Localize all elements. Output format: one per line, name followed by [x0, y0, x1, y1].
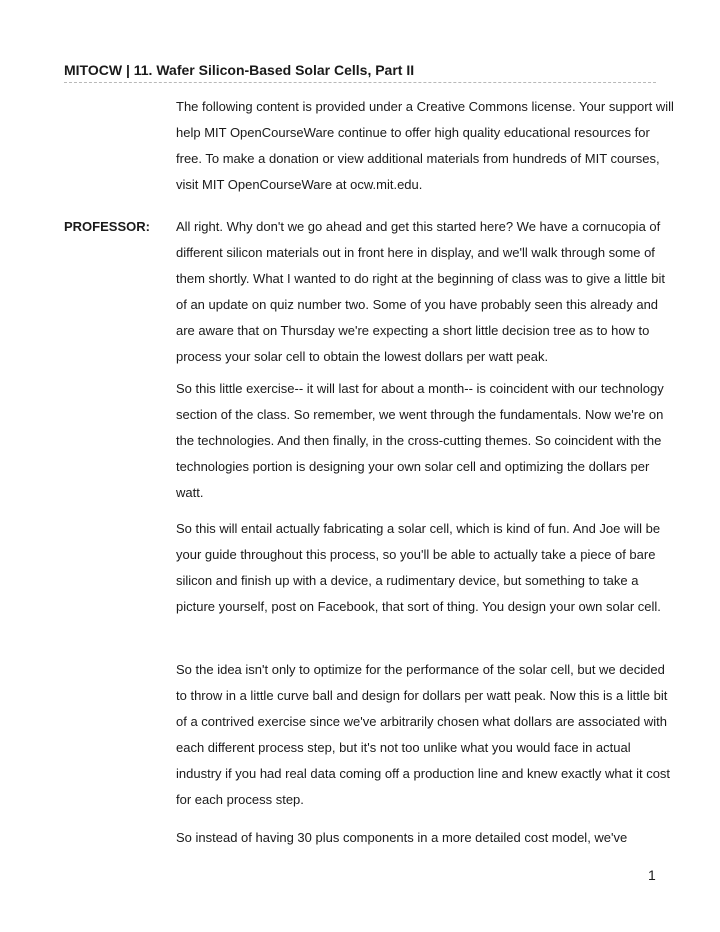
page-number: 1	[648, 867, 656, 883]
transcript-paragraph: All right. Why don't we go ahead and get this started here? We have a cornucopia of different silicon materials out in front here in display, and we'll walk through some of them shortly. What I wanted to do right at the beginning of class was to give a little bit of an update on quiz number two. Some of you have probably seen this already and are aware that on Thursday we're expecting a short little decision tree as to how to process your solar cell to obtain the lowest dollars per watt peak.	[176, 219, 665, 364]
transcript-paragraph: So instead of having 30 plus components in a more detailed cost model, we've	[176, 830, 628, 845]
transcript-paragraph: So this little exercise-- it will last for about a month-- is coincident with our technology section of the class. So remember, we went through the fundamentals. Now we're on the technologies. And then finally, in the cross-cutting themes. So coincident with the technologies portion is designing your own solar cell and optimizing the dollars per watt.	[176, 381, 664, 500]
document-title: MITOCW | 11. Wafer Silicon-Based Solar Cells, Part II	[64, 62, 415, 78]
transcript-paragraph: So the idea isn't only to optimize for the performance of the solar cell, but we decided to throw in a little curve ball and design for dollars per watt peak. Now this is a little bit of a contrived exercise since we've arbitrarily chosen what dollars are associated with each different process step, but it's not too unlike what you would face in actual industry if you had real data coming off a production line and knew exactly what it cost for each process step.	[176, 662, 671, 807]
intro-paragraph: The following content is provided under a Creative Commons license. Your support will help MIT OpenCourseWare continue to offer high quality educational resources for free. To make a donation or view additional materials from hundreds of MIT courses, visit MIT OpenCourseWare at ocw.mit.edu.	[176, 99, 674, 192]
speaker-label: PROFESSOR:	[64, 219, 150, 234]
transcript-paragraph: So this will entail actually fabricating a solar cell, which is kind of fun. And Joe will be your guide throughout this process, so you'll be able to actually take a piece of bare silicon and finish up with a device, a rudimentary device, but something to take a picture yourself, post on Facebook, that sort of thing. You design your own solar cell.	[176, 521, 661, 614]
header-divider	[64, 82, 656, 83]
